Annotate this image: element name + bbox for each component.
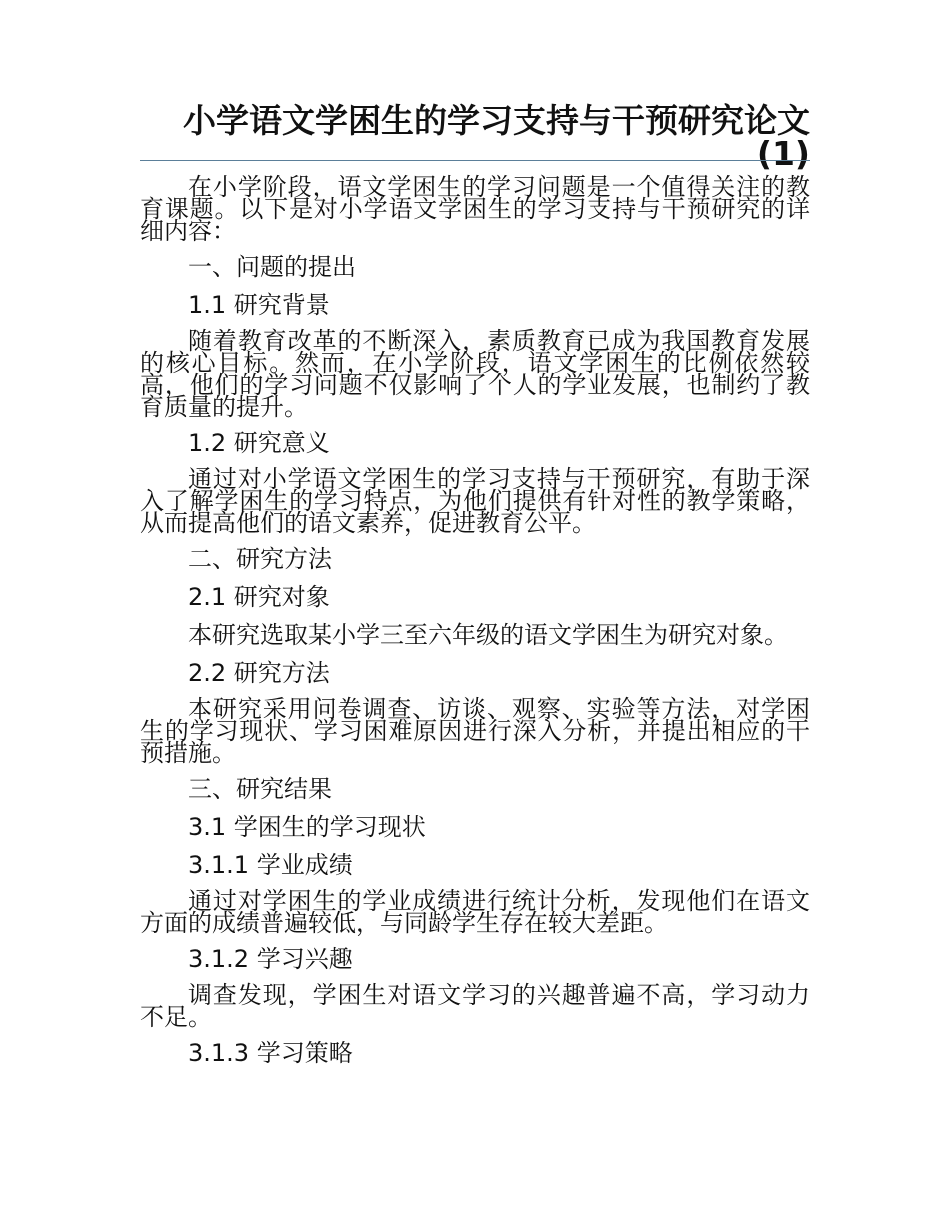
subsection-heading: 2.2 研究方法 <box>188 659 330 687</box>
subsubsection-heading: 3.1.3 学习策略 <box>188 1039 353 1067</box>
section-heading: 一、问题的提出 <box>188 253 356 281</box>
subsection-heading: 1.2 研究意义 <box>188 429 330 457</box>
paragraph: 随着教育改革的不断深入，素质教育已成为我国教育发展的核心目标。然而，在小学阶段，语文学困生的比例依然较高，他们的学习问题不仅影响了个人的学业发展，也制约了教育质量的提升。 <box>140 327 810 421</box>
document-body <box>140 173 810 1078</box>
subsection-heading: 3.1 学困生的学习现状 <box>188 813 426 841</box>
page-title: 小学语文学困生的学习支持与干预研究论文 (1) <box>183 101 810 173</box>
section-heading: 二、研究方法 <box>188 545 332 573</box>
paragraph: 通过对小学语文学困生的学习支持与干预研究，有助于深入了解学困生的学习特点，为他们提供有针对性的教学策略，从而提高他们的语文素养，促进教育公平。 <box>140 465 810 537</box>
subsubsection-heading: 3.1.1 学业成绩 <box>188 851 353 879</box>
paragraph: 在小学阶段，语文学困生的学习问题是一个值得关注的教育课题。以下是对小学语文学困生的学习支持与干预研究的详细内容： <box>140 173 810 245</box>
subsubsection-heading: 3.1.2 学习兴趣 <box>188 945 353 973</box>
subsection-heading: 2.1 研究对象 <box>188 583 330 611</box>
paragraph: 通过对学困生的学业成绩进行统计分析，发现他们在语文方面的成绩普遍较低，与同龄学生存在较大差距。 <box>140 887 810 937</box>
paragraph: 调查发现，学困生对语文学习的兴趣普遍不高，学习动力不足。 <box>140 981 810 1031</box>
section-heading: 三、研究结果 <box>188 775 332 803</box>
paragraph: 本研究采用问卷调查、访谈、观察、实验等方法，对学困生的学习现状、学习困难原因进行深入分析，并提出相应的干预措施。 <box>140 695 810 767</box>
paragraph: 本研究选取某小学三至六年级的语文学困生为研究对象。 <box>188 621 788 649</box>
subsection-heading: 1.1 研究背景 <box>188 291 330 319</box>
title-divider <box>140 160 810 161</box>
